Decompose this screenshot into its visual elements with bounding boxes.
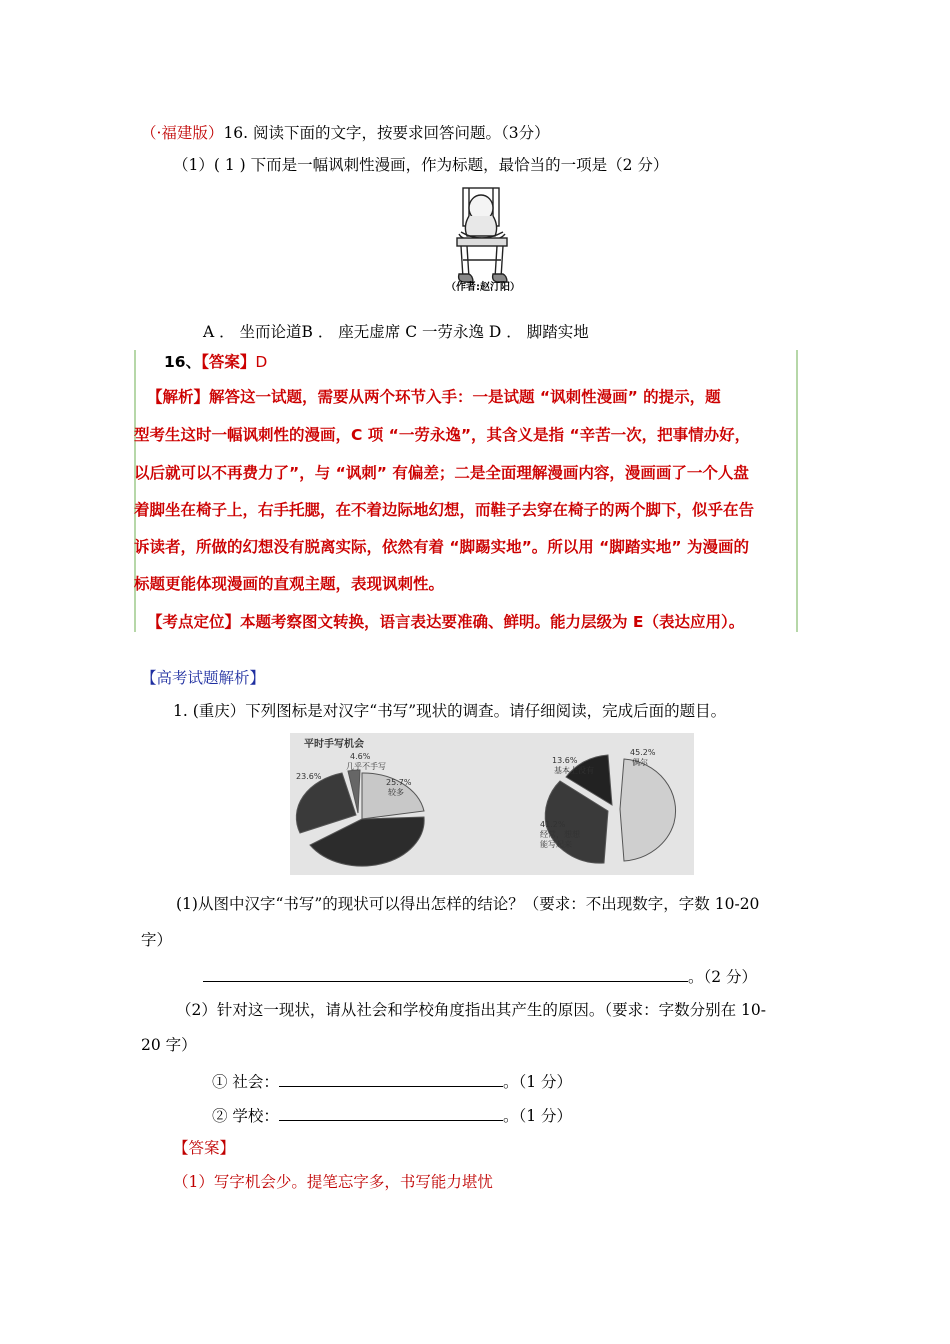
answer-1-tag: 【答案】 bbox=[173, 1139, 236, 1157]
school-blank[interactable] bbox=[279, 1104, 503, 1121]
part-1-answer-line: 。（2 分） bbox=[203, 965, 757, 987]
svg-text:23.6%: 23.6% bbox=[296, 772, 322, 781]
svg-text:能写起来: 能写起来 bbox=[540, 840, 572, 849]
answer-number: 16、 bbox=[164, 353, 202, 371]
svg-text:25.7%: 25.7% bbox=[386, 778, 412, 787]
analysis-line-3: 以后就可以不再费力了”，与 “讽刺” 有偏差；二是全面理解漫画内容，漫画画了一个人盘 bbox=[134, 464, 749, 482]
society-label: ① 社会： bbox=[212, 1073, 279, 1091]
cartoon-caption: （作者:赵汀阳） bbox=[446, 282, 520, 293]
answer-tag: 【答案】 bbox=[201, 353, 256, 371]
part-2-line-1: （2）针对这一现状，请从社会和学校角度指出其产生的原因。（要求：字数分别在 10- bbox=[176, 1001, 767, 1019]
question-1-title: 1. (重庆）下列图标是对汉字“书写”现状的调查。请仔细阅读，完成后面的题目。 bbox=[173, 702, 727, 720]
svg-text:4.6%: 4.6% bbox=[350, 752, 371, 761]
right-pie-slice-b bbox=[620, 759, 676, 861]
kaodian-line: 【考点定位】本题考察图文转换，语言表达要准确、鲜明。能力层级为 E（表达应用）。 bbox=[147, 613, 745, 631]
svg-text:13.6%: 13.6% bbox=[552, 756, 578, 765]
analysis-line-5: 诉读者，所做的幻想没有脱离实际，依然有着 “脚踢实地”。所以用 “脚踏实地” 为漫画的 bbox=[134, 538, 749, 556]
svg-text:41.2%: 41.2% bbox=[540, 820, 566, 829]
svg-text:偶尔: 偶尔 bbox=[632, 758, 648, 767]
analysis-line-1: 【解析】解答这一试题，需要从两个环节入手：一是试题 “讽刺性漫画” 的提示，题 bbox=[147, 388, 721, 406]
society-blank[interactable] bbox=[279, 1070, 503, 1087]
part-1-line-2: 字） bbox=[141, 931, 173, 949]
section-heading: 【高考试题解析】 bbox=[141, 669, 266, 687]
kaodian-tag: 【考点定位】 bbox=[147, 613, 241, 631]
survey-chart-image bbox=[290, 733, 694, 875]
question-16-sub: （1）( 1 ) 下而是一幅讽刺性漫画，作为标题，最恰当的一项是（2 分） bbox=[173, 156, 669, 174]
question-16-options: A ． 坐而论道B ． 座无虚席 C 一劳永逸 D ． 脚踏实地 bbox=[203, 323, 589, 341]
part-1-line-1: (1)从图中汉字“书写”的现状可以得出怎样的结论？（要求：不出现数字，字数 10-20 bbox=[176, 895, 760, 913]
analysis-line-2: 型考生这时一幅讽刺性的漫画，C 项 “一劳永逸”，其含义是指 “辛苦一次，把事情办好， bbox=[134, 426, 751, 444]
part-2-line-2: 20 字） bbox=[141, 1036, 197, 1054]
analysis-line-6: 标题更能体现漫画的直观主题，表现讽刺性。 bbox=[134, 575, 445, 593]
chart-left-title: 平时手写机会 bbox=[304, 739, 364, 750]
svg-text:经常，想想: 经常，想想 bbox=[540, 830, 580, 839]
svg-text:几乎不手写: 几乎不手写 bbox=[346, 762, 386, 771]
school-line: ② 学校： 。（1 分） bbox=[212, 1104, 572, 1126]
school-label: ② 学校： bbox=[212, 1107, 279, 1125]
analysis-tag: 【解析】 bbox=[147, 388, 210, 406]
answer-1-text: （1）写字机会少。提笔忘字多，书写能力堪忧 bbox=[173, 1173, 493, 1191]
analysis-line-4: 着脚坐在椅子上，右手托腮，在不着边际地幻想，而鞋子去穿在椅子的两个脚下，似乎在告 bbox=[134, 501, 755, 519]
svg-text:基本上没有: 基本上没有 bbox=[554, 766, 594, 775]
pie-charts bbox=[290, 733, 694, 875]
question-16-header bbox=[141, 123, 550, 143]
answer-value: D bbox=[255, 353, 268, 371]
svg-text:45.2%: 45.2% bbox=[630, 748, 656, 757]
source-tag: （·福建版） bbox=[141, 124, 224, 142]
question-16-text: 16. 阅读下面的文字，按要求回答问题。（3分） bbox=[223, 124, 550, 142]
society-line: ① 社会： 。（1 分） bbox=[212, 1070, 572, 1092]
answer-blank-1[interactable] bbox=[203, 965, 688, 982]
answer-16-line bbox=[164, 352, 267, 372]
svg-text:较多: 较多 bbox=[388, 788, 404, 797]
left-pie-slice-b bbox=[296, 773, 356, 833]
